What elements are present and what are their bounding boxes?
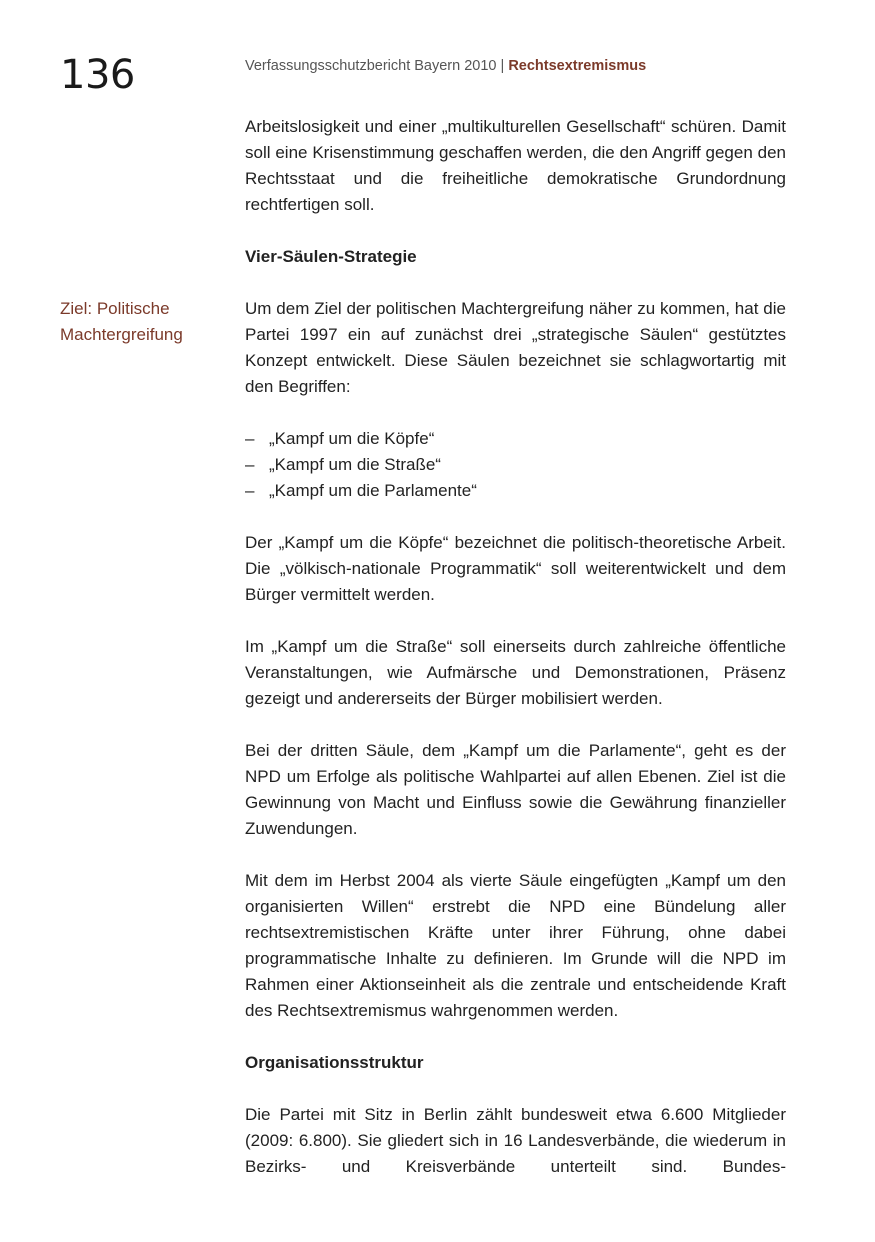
paragraph-kampf-um-die-parlamente: Bei der dritten Säule, dem „Kampf um die Parlamente“, geht es der NPD um Erfolge als politische Wahlpartei auf allen Ebenen. Ziel ist die Gewinnung von Macht und Einfluss sowie die Gewährung finanzieller Zuwendungen. (245, 741, 786, 838)
paragraph-kampf-um-die-koepfe: Der „Kampf um die Köpfe“ bezeichnet die politisch-theoretische Arbeit. Die „völkisch-nationale Programmatik“ soll weiterentwickelt und dem Bürger vermittelt werden. (245, 533, 786, 604)
header-separator: | (500, 58, 505, 74)
page-number: 136 (60, 52, 135, 98)
strategy-paragraph: Um dem Ziel der politischen Machtergreifung näher zu kommen, hat die Partei 1997 ein auf zunächst drei „strategische Säulen“ gestütztes Konzept entwickelt. Diese Säulen bezeichnet sie schlagwortartig mit den Begriffen: (245, 299, 786, 396)
margin-note-line-1: Ziel: Politische (60, 299, 170, 318)
list-dash: – (245, 455, 255, 474)
margin-note (60, 296, 230, 348)
list-dash: – (245, 429, 255, 448)
pillar-list (245, 426, 786, 504)
list-dash: – (245, 481, 255, 500)
paragraph-vierte-saeule: Mit dem im Herbst 2004 als vierte Säule eingefügten „Kampf um den organisierten Willen“ erstrebt die NPD eine Bündelung aller rechtsextremistischen Kräfte unter ihrer Führung, ohne dabei programmatische Inhalte zu definieren. Im Grunde will die NPD im Rahmen einer Aktionseinheit als die zentrale und entscheidende Kraft des Rechtsextremismus wahrgenommen werden. (245, 871, 786, 1020)
list-item-text: „Kampf um die Köpfe“ (269, 429, 435, 448)
list-item-text: „Kampf um die Parlamente“ (269, 481, 477, 500)
organisation-paragraph: Die Partei mit Sitz in Berlin zählt bundesweit etwa 6.600 Mitglieder (2009: 6.800). Sie gliedert sich in 16 Landesverbände, die wiederum in Bezirks- und Kreisverbände unterteilt sind. Bundes- (245, 1105, 786, 1176)
running-title: Verfassungsschutzbericht Bayern 2010 (245, 58, 497, 74)
section-title: Rechtsextremismus (508, 58, 647, 74)
main-text-column (245, 114, 786, 1206)
intro-paragraph: Arbeitslosigkeit und einer „multikulturellen Gesellschaft“ schüren. Damit soll eine Krisenstimmung geschaffen werden, die den Angriff gegen den Rechtsstaat und die freiheitliche demokratische Grundordnung rechtfertigen soll. (245, 117, 786, 214)
list-item (245, 426, 786, 452)
margin-note-line-2: Machtergreifung (60, 325, 183, 344)
list-item-text: „Kampf um die Straße“ (269, 455, 441, 474)
heading-vier-saeulen-strategie: Vier-Säulen-Strategie (245, 247, 417, 266)
paragraph-kampf-um-die-strasse: Im „Kampf um die Straße“ soll einerseits durch zahlreiche öffentliche Veranstaltungen, wie Aufmärsche und Demonstrationen, Präsenz gezeigt und andererseits der Bürger mobilisiert werden. (245, 637, 786, 708)
list-item (245, 478, 786, 504)
list-item (245, 452, 786, 478)
heading-organisationsstruktur: Organisationsstruktur (245, 1053, 424, 1072)
running-header (245, 57, 646, 75)
